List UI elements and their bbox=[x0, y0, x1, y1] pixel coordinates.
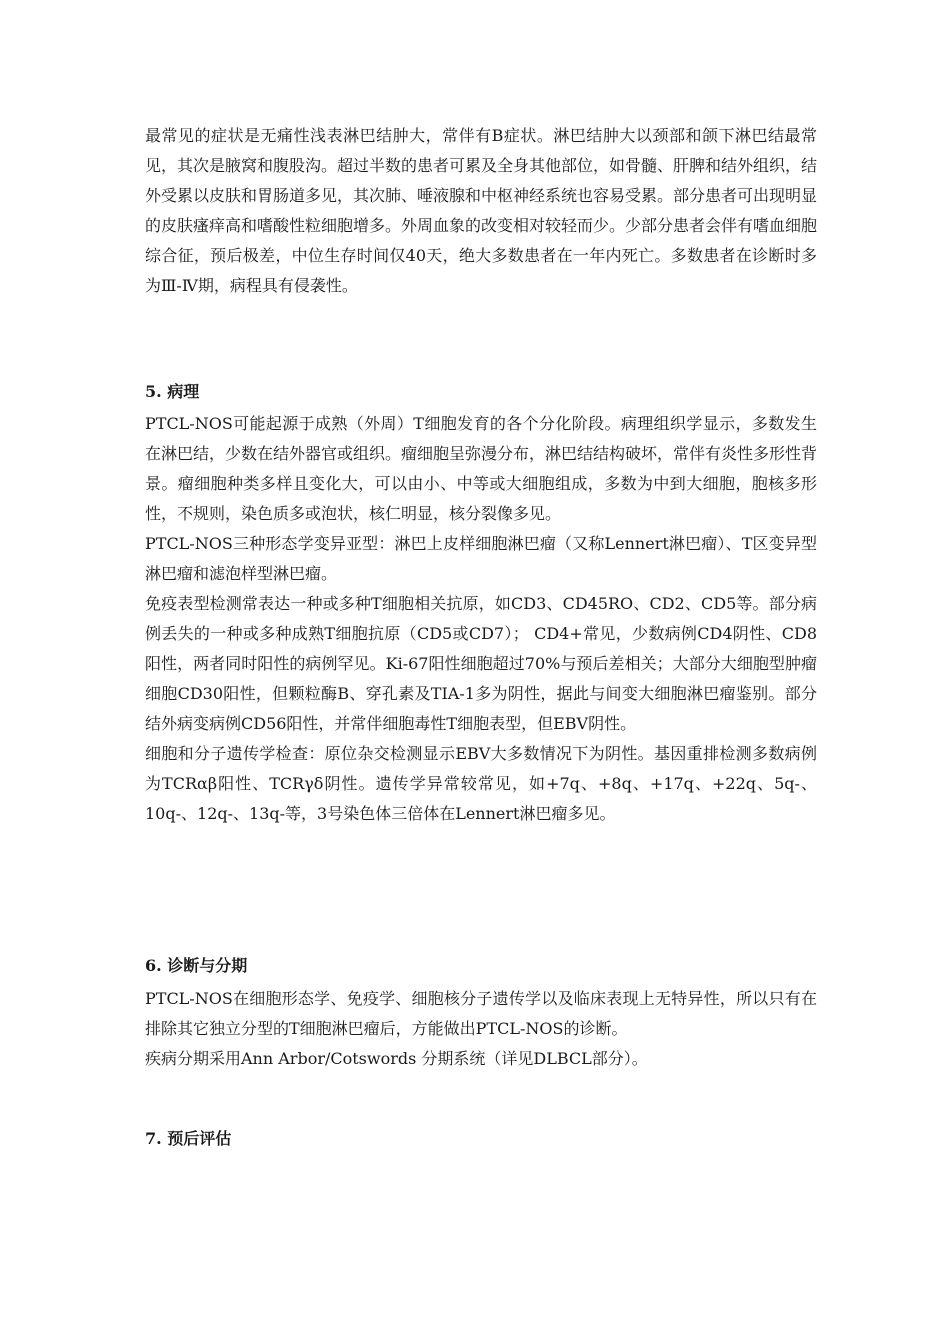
pathology-paragraph: PTCL-NOS可能起源于成熟（外周）T细胞发育的各个分化阶段。病理组织学显示，多数发生在淋巴结，少数在结外器官或组织。瘤细胞呈弥漫分布，淋巴结结构破坏，常伴有炎性多形性背景。瘤细胞种类多样且变化大，可以由小、中等或大细胞组成，多数为中到大细胞，胞核多形性，不规则，染色质多或泡状，核仁明显，核分裂像多见。 bbox=[145, 414, 818, 523]
section-6-body bbox=[145, 984, 817, 1074]
staging-paragraph: 疾病分期采用Ann Arbor/Cotswords 分期系统（详见DLBCL部分）。 bbox=[145, 1049, 648, 1068]
section-5-body bbox=[145, 409, 817, 829]
intro-section bbox=[145, 121, 817, 301]
immunophenotype-paragraph: 免疫表型检测常表达一种或多种T细胞相关抗原，如CD3、CD45RO、CD2、CD5等。部分病例丢失的一种或多种成熟T细胞抗原（CD5或CD7）； CD4+常见，少数病例CD4阴性、CD8阳性，两者同时阳性的病例罕见。Ki-67阳性细胞超过70%与预后差相关；大部分大细胞型肿瘤细胞CD30阳性，但颗粒酶B、穿孔素及TIA-1多为阴性，据此与间变大细胞淋巴瘤鉴别。部分结外病变病例CD56阳性，并常伴细胞毒性T细胞表型，但EBV阴性。 bbox=[145, 594, 817, 733]
section-7-heading: 7. 预后评估 bbox=[145, 1129, 232, 1148]
genetics-paragraph: 细胞和分子遗传学检查：原位杂交检测显示EBV大多数情况下为阴性。基因重排检测多数病例为TCRαβ阳性、TCRγδ阴性。遗传学异常较常见，如+7q、+8q、+17q、+22q、5q-、10q-、12q-、13q-等，3号染色体三倍体在Lennert淋巴瘤多见。 bbox=[145, 744, 817, 823]
intro-paragraph: 最常见的症状是无痛性浅表淋巴结肿大，常伴有B症状。淋巴结肿大以颈部和颌下淋巴结最常见，其次是腋窝和腹股沟。超过半数的患者可累及全身其他部位，如骨髓、肝脾和结外组织，结外受累以皮肤和胃肠道多见，其次肺、唾液腺和中枢神经系统也容易受累。部分患者可出现明显的皮肤瘙痒高和嗜酸性粒细胞增多。外周血象的改变相对较轻而少。少部分患者会伴有嗜血细胞综合征，预后极差，中位生存时间仅40天，绝大多数患者在一年内死亡。多数患者在诊断时多为Ⅲ-Ⅳ期，病程具有侵袭性。 bbox=[145, 126, 818, 295]
section-6-heading: 6. 诊断与分期 bbox=[145, 956, 248, 975]
subtype-paragraph: PTCL-NOS三种形态学变异亚型：淋巴上皮样细胞淋巴瘤（又称Lennert淋巴瘤）、T区变异型淋巴瘤和滤泡样型淋巴瘤。 bbox=[145, 534, 817, 583]
section-5-heading: 5. 病理 bbox=[145, 382, 200, 401]
diagnosis-paragraph: PTCL-NOS在细胞形态学、免疫学、细胞核分子遗传学以及临床表现上无特异性，所以只有在排除其它独立分型的T细胞淋巴瘤后，方能做出PTCL-NOS的诊断。 bbox=[145, 989, 817, 1038]
